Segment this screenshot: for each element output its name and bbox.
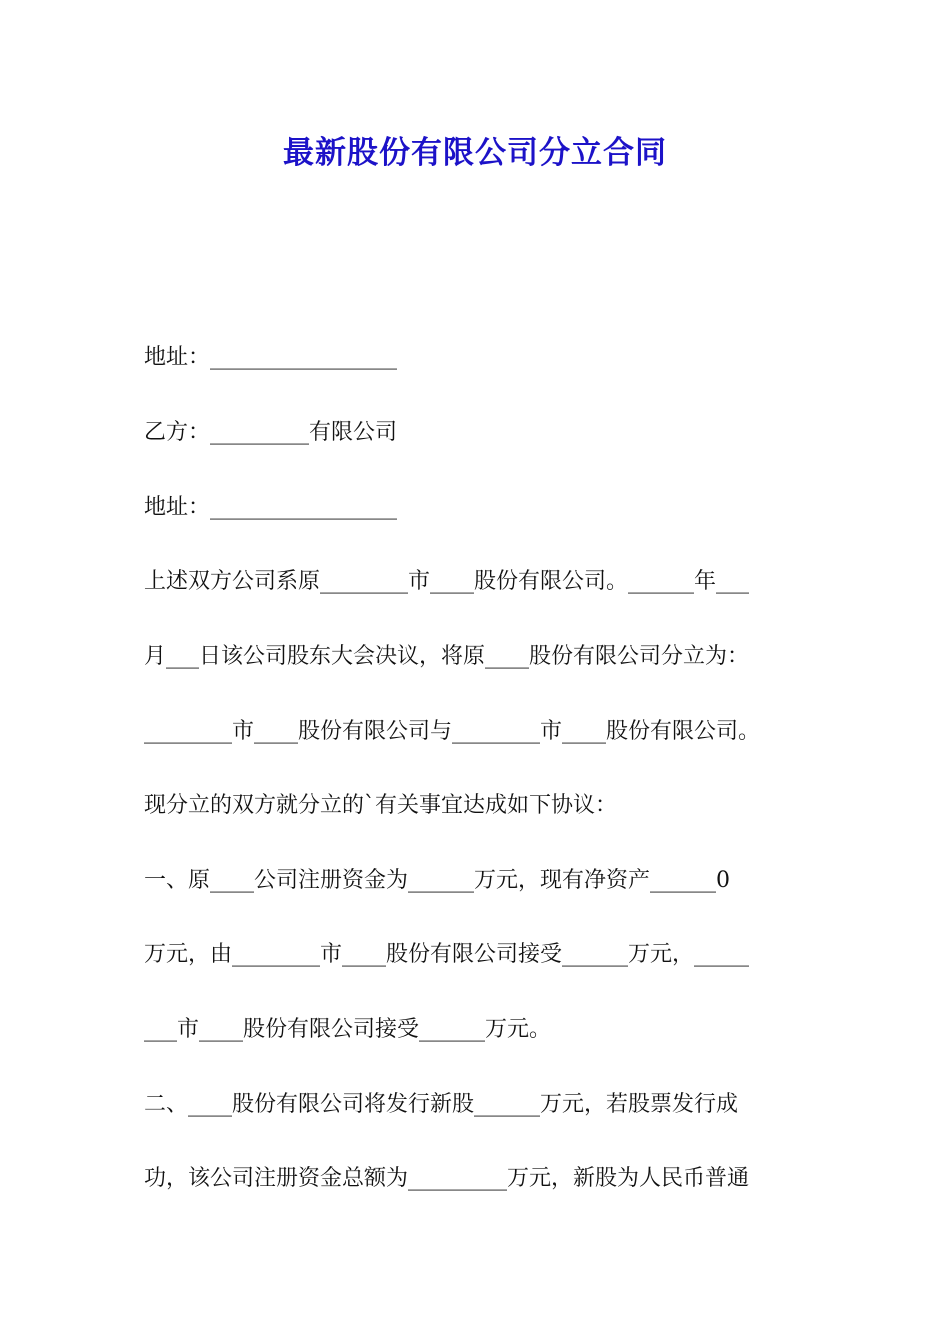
party-b-line: 乙方：_________有限公司: [144, 420, 398, 445]
clause-two-line: 功，该公司注册资金总额为_________万元，新股为人民币普通: [144, 1166, 750, 1191]
paragraph-line: ________市____股份有限公司与________市____股份有限公司。: [144, 719, 761, 744]
document-title: 最新股份有限公司分立合同: [283, 135, 667, 171]
clause-one-line: 一、原____公司注册资金为______万元，现有净资产______0: [144, 868, 730, 893]
paragraph-line: 上述双方公司系原________市____股份有限公司。______年___: [144, 569, 750, 594]
clause-one-line: ___市____股份有限公司接受______万元。: [144, 1017, 552, 1042]
clause-two-line: 二、____股份有限公司将发行新股______万元，若股票发行成: [144, 1092, 739, 1117]
party-a-address-line: 地址：_________________: [144, 345, 398, 370]
paragraph-line: 月___日该公司股东大会决议，将原____股份有限公司分立为：: [144, 644, 750, 669]
party-b-address-line: 地址：_________________: [144, 495, 398, 520]
clause-one-line: 万元，由________市____股份有限公司接受______万元，_____: [144, 942, 750, 967]
paragraph-line: 现分立的双方就分立的`有关事宜达成如下协议：: [144, 793, 618, 818]
